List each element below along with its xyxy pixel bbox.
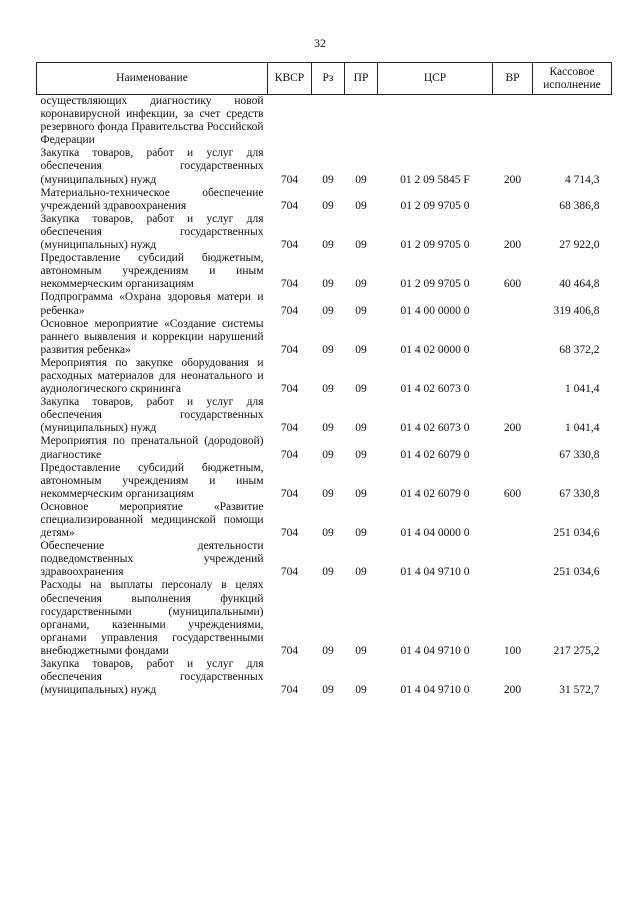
row-amount: 67 330,8 (559, 448, 600, 461)
row-vr (493, 540, 533, 579)
row-amount: 217 275,2 (553, 644, 600, 657)
row-name: Закупка товаров, работ и услуг для обеспечения государственных (муниципальных) нужд (40, 212, 264, 252)
row-kvsr: 704 (280, 173, 299, 186)
row-kvsr: 704 (280, 487, 299, 500)
page-number: 32 (314, 36, 326, 50)
row-rz: 09 (322, 487, 334, 500)
row-rz: 09 (322, 278, 334, 291)
row-rz: 09 (322, 239, 334, 252)
row-csr: 01 2 09 9705 0 (400, 278, 470, 291)
row-rz: 09 (322, 644, 334, 657)
row-rz: 09 (322, 566, 334, 579)
table-row (37, 501, 612, 540)
table-row (37, 187, 612, 213)
row-pr: 09 (355, 173, 367, 186)
row-vr (493, 357, 533, 396)
row-name: Расходы на выплаты персоналу в целях обеспечения выполнения функций государственными (муниципальными) органами, казенными учреждениями, органами управления государственными внебюджетными фондами (40, 579, 264, 657)
header-kassovoe: Кассовое исполнение (533, 63, 612, 95)
row-csr: 01 2 09 9705 0 (400, 239, 470, 252)
row-amount: 251 034,6 (553, 566, 600, 579)
row-csr: 01 4 02 6079 0 (400, 448, 470, 461)
row-name: Подпрограмма «Охрана здоровья матери и ребенка» (40, 291, 264, 317)
row-csr: 01 4 00 0000 0 (400, 304, 470, 317)
row-vr (493, 291, 533, 317)
row-csr (378, 95, 493, 148)
row-csr: 01 2 09 5845 F (400, 173, 470, 186)
row-name: Основное мероприятие «Развитие специализированной медицинской помощи детям» (40, 500, 264, 540)
budget-table-container (36, 62, 611, 697)
row-rz: 09 (322, 448, 334, 461)
row-rz: 09 (322, 527, 334, 540)
row-vr: 100 (503, 644, 522, 657)
table-body (37, 95, 612, 698)
header-pr: ПР (345, 63, 378, 95)
row-vr: 200 (503, 422, 522, 435)
table-row (37, 579, 612, 658)
row-name: Закупка товаров, работ и услуг для обеспечения государственных (муниципальных) нужд (40, 147, 264, 186)
row-pr: 09 (355, 644, 367, 657)
row-pr: 09 (355, 527, 367, 540)
row-kvsr: 704 (280, 383, 299, 396)
row-vr: 600 (503, 487, 522, 500)
row-vr (493, 435, 533, 461)
row-name: Материально-техническое обеспечение учреждений здравоохранения (40, 186, 264, 212)
table-header (37, 63, 612, 95)
row-csr: 01 4 04 9710 0 (400, 566, 470, 579)
row-csr: 01 4 04 9710 0 (400, 644, 470, 657)
header-rz: Рз (312, 63, 345, 95)
row-rz: 09 (322, 304, 334, 317)
row-amount: 68 386,8 (559, 199, 600, 212)
row-pr: 09 (355, 383, 367, 396)
row-amount: 67 330,8 (559, 487, 600, 500)
row-pr: 09 (355, 278, 367, 291)
header-vr: ВР (493, 63, 533, 95)
row-csr: 01 4 02 0000 0 (400, 343, 470, 356)
row-kvsr: 704 (280, 304, 299, 317)
table-row (37, 396, 612, 435)
row-name: Предоставление субсидий бюджетным, автономным учреждениям и иным некоммерческим организациям (40, 461, 264, 500)
table-row (37, 658, 612, 697)
row-kvsr: 704 (280, 448, 299, 461)
row-vr: 200 (503, 239, 522, 252)
table-row (37, 435, 612, 461)
row-rz: 09 (322, 199, 334, 212)
row-pr: 09 (355, 343, 367, 356)
row-pr (345, 95, 378, 148)
table-row (37, 291, 612, 317)
row-name: Мероприятия по закупке оборудования и расходных материалов для неонатального и аудиологического скрининга (40, 356, 264, 396)
table-row (37, 95, 612, 148)
table-row (37, 540, 612, 579)
row-csr: 01 4 02 6073 0 (400, 422, 470, 435)
row-kvsr: 704 (280, 684, 299, 697)
row-csr: 01 2 09 9705 0 (400, 199, 470, 212)
row-kvsr (268, 95, 312, 148)
row-rz: 09 (322, 173, 334, 186)
row-kvsr: 704 (280, 199, 299, 212)
row-rz: 09 (322, 343, 334, 356)
row-amount: 4 714,3 (565, 173, 600, 186)
row-pr: 09 (355, 448, 367, 461)
row-vr (493, 318, 533, 357)
row-rz (312, 95, 345, 148)
row-kvsr: 704 (280, 343, 299, 356)
row-pr: 09 (355, 304, 367, 317)
row-amount (533, 95, 612, 148)
row-name: Мероприятия по пренатальной (дородовой) диагностике (40, 435, 264, 461)
row-name: Закупка товаров, работ и услуг для обеспечения государственных (муниципальных) нужд (40, 658, 264, 697)
table-row (37, 147, 612, 186)
row-vr: 600 (503, 278, 522, 291)
row-name: Закупка товаров, работ и услуг для обеспечения государственных (муниципальных) нужд (40, 396, 264, 435)
row-amount: 40 464,8 (559, 278, 600, 291)
row-pr: 09 (355, 422, 367, 435)
row-amount: 1 041,4 (565, 422, 600, 435)
row-pr: 09 (355, 487, 367, 500)
table-row (37, 357, 612, 396)
row-name: осуществляющих диагностику новой коронавирусной инфекции, за счет средств резервного фонда Правительства Российской Федерации (40, 95, 264, 147)
budget-table (36, 62, 612, 697)
row-amount: 68 372,2 (559, 343, 600, 356)
row-amount: 1 041,4 (565, 383, 600, 396)
header-csr: ЦСР (378, 63, 493, 95)
row-amount: 251 034,6 (553, 527, 600, 540)
row-vr: 200 (503, 684, 522, 697)
row-vr: 200 (503, 173, 522, 186)
row-amount: 27 922,0 (559, 239, 600, 252)
row-kvsr: 704 (280, 239, 299, 252)
table-row (37, 318, 612, 357)
row-amount: 319 406,8 (553, 304, 600, 317)
table-row (37, 252, 612, 291)
row-kvsr: 704 (280, 278, 299, 291)
table-row (37, 213, 612, 252)
row-kvsr: 704 (280, 566, 299, 579)
row-rz: 09 (322, 684, 334, 697)
row-rz: 09 (322, 383, 334, 396)
row-pr: 09 (355, 199, 367, 212)
row-vr (493, 95, 533, 148)
row-pr: 09 (355, 684, 367, 697)
row-pr: 09 (355, 566, 367, 579)
row-csr: 01 4 04 9710 0 (400, 684, 470, 697)
header-kvsr: КВСР (268, 63, 312, 95)
row-name: Предоставление субсидий бюджетным, автономным учреждениям и иным некоммерческим организациям (40, 252, 264, 291)
row-csr: 01 4 02 6073 0 (400, 383, 470, 396)
row-name: Обеспечение деятельности подведомственных учреждений здравоохранения (40, 540, 264, 579)
row-kvsr: 704 (280, 422, 299, 435)
row-kvsr: 704 (280, 527, 299, 540)
header-name: Наименование (37, 63, 268, 95)
table-row (37, 462, 612, 501)
row-name: Основное мероприятие «Создание системы раннего выявления и коррекции нарушений развития ребенка» (40, 317, 264, 356)
row-kvsr: 704 (280, 644, 299, 657)
row-pr: 09 (355, 239, 367, 252)
row-csr: 01 4 04 0000 0 (400, 527, 470, 540)
row-amount: 31 572,7 (559, 684, 600, 697)
row-vr (493, 187, 533, 213)
row-vr (493, 501, 533, 540)
row-csr: 01 4 02 6079 0 (400, 487, 470, 500)
row-rz: 09 (322, 422, 334, 435)
